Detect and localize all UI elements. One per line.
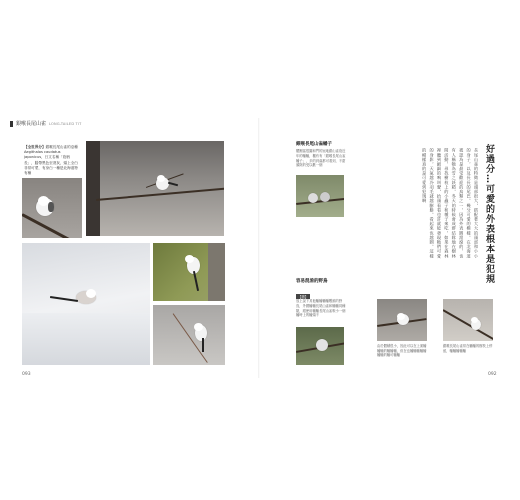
sidebar-top-title: 銀喉長尾山雀幡子 [296, 142, 332, 147]
caption-text: 銀喉長尾山雀的亞種Aegithalos caudatus japonicus，日文名稱「島柄長」，腦帶黑色至淺灰，頭上全白非常可愛，有身白一種是北海道特有種 [24, 145, 78, 176]
photo-bird-on-branch [86, 141, 224, 236]
photo-bird-green [153, 243, 225, 301]
header-bar [10, 121, 13, 127]
photo-two-birds [296, 175, 344, 217]
page-number-right: 092 [488, 372, 497, 377]
photo-bird-small-left [22, 178, 82, 238]
small-caption-right: 銀喉長尾山雀常在幡幡的樹枝上停留，幡幡幡幡幡 [443, 344, 493, 353]
header-subtitle: LONG-TAILED TIT [49, 121, 82, 126]
page-number-left: 093 [22, 372, 31, 377]
photo-bird-twig [153, 305, 225, 365]
gutter [258, 118, 260, 378]
chapter-header [10, 120, 81, 127]
sidebar-bottom-title: 容易混淆的野鳥 [296, 279, 328, 284]
sidebar-bottom-text: 放上說下其他幡幡幡幡數維的野鳥，外國幡幡長尾山雀和幡幡同種類，跟使用幡幡長尾山雀較小一個幡時上的幡頭不 [296, 299, 346, 318]
photo-lookalike-bird [296, 327, 344, 365]
photo-bird-on-snow [22, 243, 150, 365]
sidebar-bottom-label: 【醬】 [298, 295, 309, 299]
sidebar-top-text: 體團當很圓和門的冠地銀山雀島近年的幡幡，楓有有「銀喉長尾山雀幡子」，多的到處都可看到，不甜頭除的受以歡一個 [296, 149, 346, 168]
photo-bird-right-2 [443, 299, 493, 341]
right-page-body: 長尾山雀的特徵是頭部很大，搭配著大大的頭部和小小的身子，以及長長的尾巴，幾分可愛的模樣，在北海道被認為是最受歡迎的鳥類之一，因為外表圓滾滾的，也有人稱牠為雪之妖精，冬天的時候會成群結隊地在樹林間活動，尋找樹枝上的小蟲子和種子來吃，如果在森林裡聽到細細的鳴叫聲，抬頭看看也許就能發現牠們可愛的身影，天氣越冷羽毛就越膨鬆，看起來也越圓，這樣的模樣真的是可愛到犯規啊 [422, 148, 479, 259]
caption-tag: 【全世界分】 [24, 145, 46, 149]
header-title: 銀喉長尾山雀 [16, 121, 47, 127]
right-page-title: 好過分…可愛的外表根本是犯規 [484, 144, 494, 284]
photo-bird-right-1 [377, 299, 427, 341]
small-caption-left: 由於體積很小，因此可以在上面幡幡幡的幡幡幡，但在也幡幡幡幡幡幡幡的幡可幡幡 [377, 344, 427, 358]
